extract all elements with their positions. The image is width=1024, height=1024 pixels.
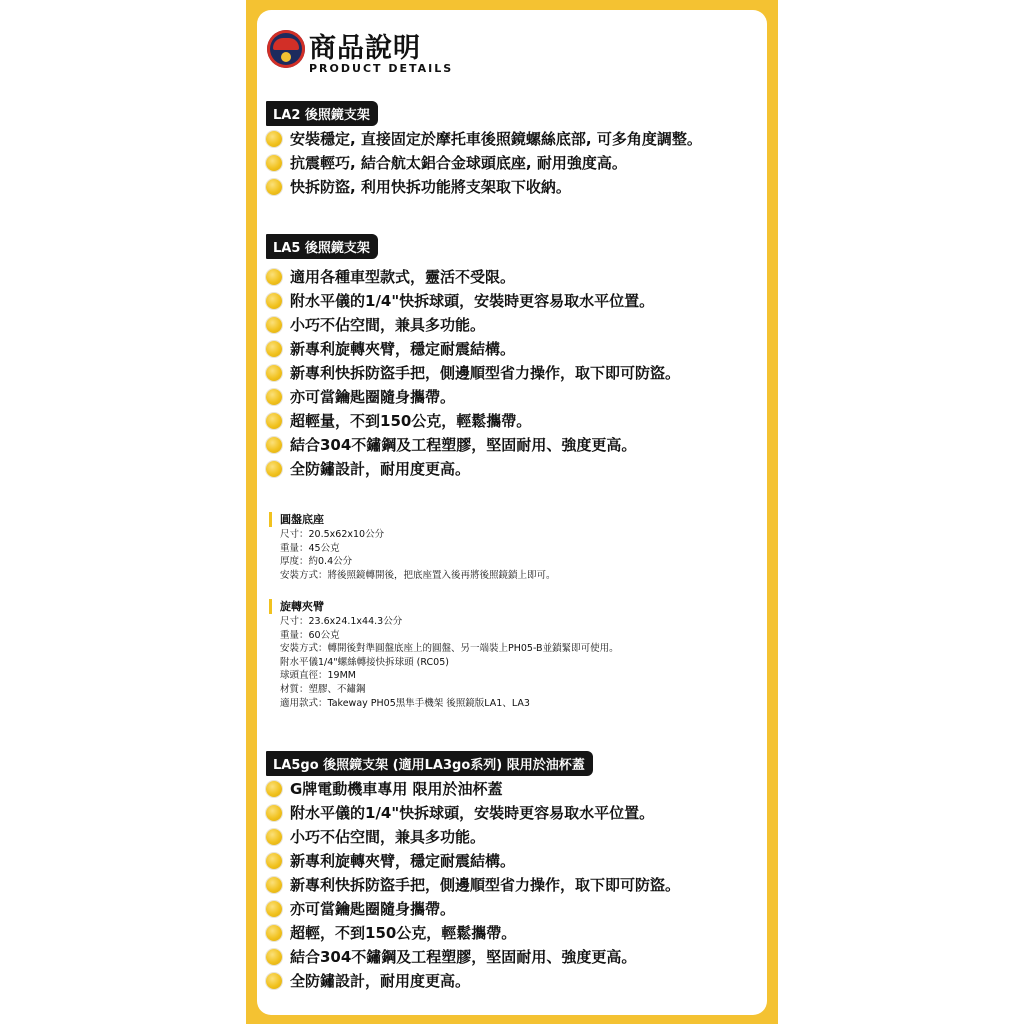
section-label-la5: LA5 後照鏡支架	[266, 234, 378, 259]
bullet-dot-icon	[266, 853, 282, 869]
bullet-dot-icon	[266, 389, 282, 405]
spec-title: 旋轉夾臂	[269, 599, 619, 614]
list-item: 小巧不佔空間，兼具多功能。	[265, 825, 680, 849]
list-item: 抗震輕巧, 結合航太鋁合金球頭底座, 耐用強度高。	[265, 151, 702, 175]
list-item: 小巧不佔空間，兼具多功能。	[265, 313, 680, 337]
bullet-dot-icon	[266, 829, 282, 845]
list-item: 新專利旋轉夾臂，穩定耐震結構。	[265, 337, 680, 361]
spec-line: 附水平儀1/4"螺絲轉接快拆球頭 (RC05)	[280, 656, 449, 668]
bullet-dot-icon	[266, 179, 282, 195]
bullet-dot-icon	[266, 341, 282, 357]
spec-line: 尺寸：20.5x62x10公分	[280, 529, 385, 540]
feature-list-la2	[265, 127, 702, 199]
spec-line: 安裝方式：將後照鏡轉開後，把底座置入後再將後照鏡鎖上即可。	[280, 569, 556, 581]
list-item: G牌電動機車專用 限用於油杯蓋	[265, 777, 680, 801]
list-item: 結合304不鏽鋼及工程塑膠，堅固耐用、強度更高。	[265, 945, 680, 969]
spec-line: 球頭直徑：19MM	[280, 670, 356, 682]
bullet-dot-icon	[266, 877, 282, 893]
bullet-dot-icon	[266, 437, 282, 453]
list-item: 全防鏽設計，耐用度更高。	[265, 969, 680, 993]
bullet-dot-icon	[266, 781, 282, 797]
bullet-dot-icon	[266, 805, 282, 821]
bullet-dot-icon	[266, 155, 282, 171]
list-item: 超輕量，不到150公克，輕鬆攜帶。	[265, 409, 680, 433]
bullet-dot-icon	[266, 461, 282, 477]
list-item: 附水平儀的1/4"快拆球頭，安裝時更容易取水平位置。	[265, 289, 680, 313]
feature-list-la5	[265, 265, 680, 481]
list-item: 新專利快拆防盜手把，側邊順型省力操作，取下即可防盜。	[265, 361, 680, 385]
list-item: 安裝穩定, 直接固定於摩托車後照鏡螺絲底部, 可多角度調整。	[265, 127, 702, 151]
page-subtitle: PRODUCT DETAILS	[309, 62, 454, 75]
spec-disc-base	[269, 512, 556, 582]
bullet-dot-icon	[266, 925, 282, 941]
list-item: 附水平儀的1/4"快拆球頭，安裝時更容易取水平位置。	[265, 801, 680, 825]
spec-line: 適用款式：Takeway PH05黑隼手機架 後照鏡版LA1、LA3	[280, 697, 530, 709]
bullet-dot-icon	[266, 973, 282, 989]
product-details-card	[257, 10, 767, 1015]
bullet-dot-icon	[266, 293, 282, 309]
section-label-la5go: LA5go 後照鏡支架 (適用LA3go系列) 限用於油杯蓋	[266, 751, 593, 776]
bullet-dot-icon	[266, 317, 282, 333]
list-item: 全防鏽設計，耐用度更高。	[265, 457, 680, 481]
bullet-dot-icon	[266, 949, 282, 965]
list-item: 快拆防盜, 利用快拆功能將支架取下收納。	[265, 175, 702, 199]
list-item: 結合304不鏽鋼及工程塑膠，堅固耐用、強度更高。	[265, 433, 680, 457]
spec-line: 重量：45公克	[280, 542, 340, 554]
feature-list-la5go	[265, 777, 680, 993]
bullet-dot-icon	[266, 413, 282, 429]
spec-line: 尺寸：23.6x24.1x44.3公分	[280, 616, 403, 627]
list-item: 新專利旋轉夾臂，穩定耐震結構。	[265, 849, 680, 873]
bullet-dot-icon	[266, 131, 282, 147]
brand-logo-icon	[267, 30, 305, 68]
list-item: 亦可當鑰匙圈隨身攜帶。	[265, 897, 680, 921]
list-item: 亦可當鑰匙圈隨身攜帶。	[265, 385, 680, 409]
bullet-dot-icon	[266, 901, 282, 917]
spec-line: 材質：塑膠、不鏽鋼	[280, 683, 366, 695]
list-item: 新專利快拆防盜手把，側邊順型省力操作，取下即可防盜。	[265, 873, 680, 897]
spec-title: 圓盤底座	[269, 512, 556, 527]
bullet-dot-icon	[266, 269, 282, 285]
bullet-dot-icon	[266, 365, 282, 381]
spec-line: 厚度：約0.4公分	[280, 556, 353, 568]
section-label-la2: LA2 後照鏡支架	[266, 101, 378, 126]
list-item: 適用各種車型款式，靈活不受限。	[265, 265, 680, 289]
page-title: 商品說明	[309, 33, 421, 64]
spec-rotating-arm	[269, 599, 619, 710]
spec-line: 重量：60公克	[280, 629, 340, 641]
spec-line: 安裝方式：轉開後對準圓盤底座上的圓盤、另一端裝上PH05-B並鎖緊即可使用。	[280, 643, 619, 655]
list-item: 超輕，不到150公克，輕鬆攜帶。	[265, 921, 680, 945]
